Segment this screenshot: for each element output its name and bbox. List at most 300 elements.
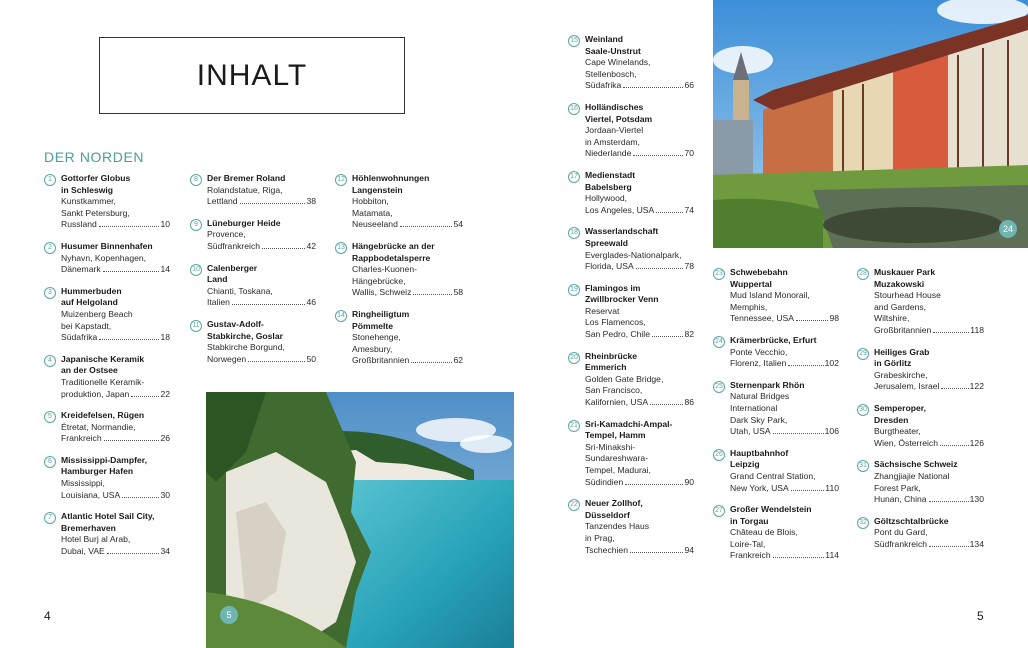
entry-last-line <box>874 438 984 450</box>
entry-location: Großbritannien <box>874 324 932 335</box>
entry-title: Düsseldorf <box>585 509 630 520</box>
entry-body <box>207 218 316 253</box>
dot-leader <box>625 484 683 485</box>
entry-number-badge: 29 <box>857 348 869 360</box>
entry-location: Grabeskirche, <box>874 369 928 380</box>
entry-body <box>585 283 694 341</box>
entry-location: Traditionelle Keramik- <box>61 376 145 387</box>
entry-title: Sri-Kamadchi-Ampal- <box>585 418 673 429</box>
dot-leader <box>248 361 305 362</box>
entry-last-line <box>585 477 694 489</box>
entry-title: Leipzig <box>730 459 760 470</box>
toc-entry[interactable] <box>713 448 839 494</box>
entry-body <box>585 226 694 272</box>
entry-body <box>207 319 316 365</box>
page-number-right: 5 <box>977 609 984 623</box>
entry-title: Rappbodetalsperre <box>352 252 431 263</box>
entry-number-badge: 20 <box>568 352 580 364</box>
dot-leader <box>400 226 453 227</box>
entry-last-line <box>730 358 839 370</box>
entry-last-line <box>730 313 839 325</box>
entry-location: Wiltshire, <box>874 313 910 324</box>
entry-page-number: 46 <box>306 297 316 308</box>
entry-title: Hamburger Hafen <box>61 466 134 477</box>
entry-location: Zhangjiajie National <box>874 470 950 481</box>
entry-location: Stellenbosch, <box>585 68 637 79</box>
entry-location: Italien <box>207 297 230 308</box>
entry-title: Wuppertal <box>730 278 772 289</box>
entry-page-number: 34 <box>160 546 170 557</box>
entry-page-number: 98 <box>829 313 839 324</box>
entry-number-badge: 4 <box>44 355 56 367</box>
entry-body <box>585 498 694 556</box>
entry-last-line <box>585 205 694 217</box>
entry-title: Viertel, Potsdam <box>585 113 653 124</box>
dot-leader <box>262 248 305 249</box>
entry-location: New York, USA <box>730 482 789 493</box>
entry-location: Louisiana, USA <box>61 489 121 500</box>
entry-body <box>61 354 170 400</box>
entry-location: Hobbiton, <box>352 196 389 207</box>
title-box <box>99 37 405 114</box>
entry-location: Florida, USA <box>585 261 634 272</box>
toc-entry[interactable] <box>713 335 839 370</box>
entry-location: Los Flamencos, <box>585 317 646 328</box>
entry-body <box>61 455 170 501</box>
toc-entry[interactable] <box>190 218 316 253</box>
entry-last-line <box>61 219 170 231</box>
entry-location: Los Angeles, USA <box>585 204 655 215</box>
toc-entry[interactable] <box>44 241 170 276</box>
entry-title: Weinland <box>585 34 624 44</box>
entry-location: Hotel Burj al Arab, <box>61 534 131 545</box>
entry-page-number: 10 <box>160 219 170 230</box>
dot-leader <box>650 404 683 405</box>
entry-number-badge: 3 <box>44 287 56 299</box>
entry-location: Hollywood, <box>585 193 628 204</box>
entry-body <box>585 351 694 409</box>
toc-entry[interactable] <box>857 459 984 505</box>
entry-title: in Torgau <box>730 515 769 526</box>
dot-leader <box>107 553 160 554</box>
entry-title: Wasserlandschaft <box>585 226 659 237</box>
entry-page-number: 38 <box>306 196 316 207</box>
dot-leader <box>796 320 828 321</box>
entry-last-line <box>874 325 984 337</box>
entry-title: Krämerbrücke, Erfurt <box>730 334 817 345</box>
toc-column-3 <box>335 173 463 377</box>
toc-entry[interactable] <box>568 34 694 92</box>
entry-last-line <box>61 389 170 401</box>
entry-body <box>207 263 316 309</box>
entry-number-badge: 30 <box>857 404 869 416</box>
entry-title: Lüneburger Heide <box>207 217 281 228</box>
entry-title: Zwillbrocker Venn <box>585 294 659 305</box>
entry-location: Hunan, China <box>874 494 927 505</box>
dot-leader <box>122 497 159 498</box>
entry-body <box>207 173 316 208</box>
toc-entry[interactable] <box>713 504 839 562</box>
entry-location: in Prag, <box>585 532 615 543</box>
entry-title: Bremerhaven <box>61 522 116 533</box>
entry-location: Tempel, Madurai, <box>585 465 651 475</box>
entry-body <box>352 309 463 367</box>
entry-location: Südfrankreich <box>207 240 261 251</box>
entry-location: Wallis, Schweiz <box>352 287 412 298</box>
entry-number-badge: 19 <box>568 284 580 296</box>
entry-last-line <box>874 539 984 551</box>
entry-location: Étretat, Normandie, <box>61 421 136 432</box>
entry-page-number: 66 <box>684 80 694 91</box>
toc-entry[interactable] <box>44 173 170 231</box>
entry-number-badge: 5 <box>44 411 56 423</box>
entry-last-line <box>585 545 694 557</box>
entry-page-number: 90 <box>684 476 694 487</box>
entry-title: Atlantic Hotel Sail City, <box>61 511 155 522</box>
entry-page-number: 70 <box>684 148 694 159</box>
toc-column-1 <box>44 173 170 568</box>
entry-location: Sankt Petersburg, <box>61 207 130 218</box>
entry-location: Kalifornien, USA <box>585 397 649 408</box>
entry-title: auf Helgoland <box>61 297 118 308</box>
toc-entry[interactable] <box>857 347 984 393</box>
entry-number-badge: 15 <box>568 35 580 47</box>
entry-location: Wien, Österreich <box>874 437 938 448</box>
entry-location: Frankreich <box>730 550 771 561</box>
toc-entry[interactable] <box>857 516 984 551</box>
entry-title: Neuer Zollhof, <box>585 498 643 509</box>
entry-title: Höhlenwohnungen <box>352 173 430 183</box>
entry-location: bei Kapstadt, <box>61 320 112 331</box>
entry-number-badge: 13 <box>335 242 347 254</box>
entry-number-badge: 1 <box>44 174 56 186</box>
entry-body <box>730 504 839 562</box>
entry-title: Japanische Keramik <box>61 353 145 364</box>
entry-last-line <box>207 241 316 253</box>
entry-title: Dresden <box>874 414 909 425</box>
entry-title: Land <box>207 274 228 285</box>
entry-location: Château de Blois, <box>730 527 798 538</box>
entry-number-badge: 2 <box>44 242 56 254</box>
entry-location: Jordaan-Viertel <box>585 125 644 136</box>
entry-page-number: 114 <box>825 550 839 561</box>
entry-page-number: 54 <box>453 219 463 230</box>
entry-location: Niederlande <box>585 148 632 159</box>
toc-entry[interactable] <box>568 226 694 272</box>
entry-title: Pömmelte <box>352 320 394 331</box>
entry-location: Russland <box>61 219 97 230</box>
entry-title: an der Ostsee <box>61 365 118 376</box>
entry-title: Mississippi-Dampfer, <box>61 454 147 465</box>
dot-leader <box>933 332 969 333</box>
dot-leader <box>413 294 452 295</box>
entry-body <box>585 419 694 489</box>
entry-number-badge: 11 <box>190 320 202 332</box>
entry-page-number: 126 <box>969 437 984 448</box>
toc-column-6 <box>857 267 984 560</box>
entry-number-badge: 8 <box>190 174 202 186</box>
entry-location: Natural Bridges <box>730 391 790 402</box>
entry-location: Everglades-Nationalpark, <box>585 249 682 260</box>
entry-title: Calenberger <box>207 262 258 273</box>
toc-entry[interactable] <box>335 241 463 299</box>
entry-page-number: 94 <box>684 544 694 555</box>
entry-number-badge: 24 <box>713 336 725 348</box>
entry-location: Südafrika <box>585 80 622 91</box>
entry-body <box>730 267 839 325</box>
entry-location: Sundareshwara- <box>585 453 649 464</box>
entry-page-number: 122 <box>969 381 984 392</box>
entry-page-number: 42 <box>306 240 316 251</box>
toc-entry[interactable] <box>44 455 170 501</box>
entry-page-number: 134 <box>969 538 984 549</box>
entry-title: Holländisches <box>585 101 644 112</box>
entry-title: Spreewald <box>585 237 628 248</box>
entry-title: Muzakowski <box>874 278 925 289</box>
entry-title: Rheinbrücke <box>585 350 638 361</box>
entry-page-number: 102 <box>824 358 839 369</box>
entry-page-number: 14 <box>160 264 170 275</box>
entry-last-line <box>730 483 839 495</box>
entry-body <box>61 286 170 344</box>
dot-leader <box>99 339 159 340</box>
entry-location: Pont du Gard, <box>874 527 928 538</box>
entry-location: Stourhead House <box>874 290 941 301</box>
entry-location: Tanzendes Haus <box>585 521 650 532</box>
toc-column-4 <box>568 34 694 566</box>
entry-location: in Amsterdam, <box>585 136 640 147</box>
entry-body <box>585 102 694 160</box>
entry-location: Mud Island Monorail, <box>730 290 810 301</box>
entry-last-line <box>207 354 316 366</box>
entry-body <box>874 347 984 393</box>
toc-entry[interactable] <box>713 380 839 438</box>
dot-leader <box>99 226 160 227</box>
entry-title: Sternenpark Rhön <box>730 379 805 390</box>
dot-leader <box>103 271 160 272</box>
entry-last-line <box>585 261 694 273</box>
entry-body <box>585 170 694 216</box>
dot-leader <box>929 501 969 502</box>
entry-title: Der Bremer Roland <box>207 173 286 183</box>
entry-body <box>874 459 984 505</box>
dot-leader <box>773 557 825 558</box>
entry-title: Emmerich <box>585 362 627 373</box>
entry-page-number: 86 <box>684 397 694 408</box>
entry-page-number: 30 <box>160 489 170 500</box>
dot-leader <box>652 336 683 337</box>
toc-entry[interactable] <box>44 354 170 400</box>
toc-entry[interactable] <box>190 263 316 309</box>
entry-last-line <box>61 490 170 502</box>
entry-location: produktion, Japan <box>61 388 130 399</box>
entry-title: in Görlitz <box>874 358 912 369</box>
dot-leader <box>411 362 452 363</box>
entry-body <box>730 448 839 494</box>
entry-title: Hauptbahnhof <box>730 447 789 458</box>
dot-leader <box>630 552 683 553</box>
entry-title: Flamingos im <box>585 282 641 293</box>
entry-location: Dubai, VAE <box>61 546 105 557</box>
entry-body <box>352 173 463 231</box>
entry-location: Stonehenge, <box>352 332 401 343</box>
entry-body <box>352 241 463 299</box>
toc-entry[interactable] <box>568 419 694 489</box>
dot-leader <box>929 546 969 547</box>
entry-page-number: 58 <box>453 287 463 298</box>
toc-entry[interactable] <box>335 309 463 367</box>
entry-title: Husumer Binnenhafen <box>61 240 153 251</box>
toc-entry[interactable] <box>44 511 170 557</box>
toc-entry[interactable] <box>190 173 316 208</box>
entry-page-number: 62 <box>453 355 463 366</box>
entry-location: Memphis, <box>730 301 768 312</box>
entry-body <box>874 267 984 337</box>
entry-number-badge: 16 <box>568 103 580 115</box>
entry-title: in Schleswig <box>61 184 114 195</box>
entry-number-badge: 21 <box>568 420 580 432</box>
entry-location: Mississippi, <box>61 478 105 489</box>
entry-last-line <box>207 297 316 309</box>
entry-body <box>61 511 170 557</box>
entry-last-line <box>61 433 170 445</box>
photo-kraemerbruecke <box>713 0 1028 248</box>
dot-leader <box>940 445 969 446</box>
entry-number-badge: 17 <box>568 171 580 183</box>
entry-last-line <box>61 264 170 276</box>
entry-last-line <box>730 550 839 562</box>
toc-entry[interactable] <box>857 403 984 449</box>
entry-location: Matamata, <box>352 207 393 218</box>
dot-leader <box>633 155 683 156</box>
entry-location: Neuseeland <box>352 219 398 230</box>
entry-number-badge: 6 <box>44 456 56 468</box>
dot-leader <box>623 87 683 88</box>
entry-location: Tennessee, USA <box>730 313 795 324</box>
entry-number-badge: 18 <box>568 227 580 239</box>
entry-last-line <box>61 546 170 558</box>
entry-location: Forest Park, <box>874 482 921 493</box>
entry-number-badge: 23 <box>713 268 725 280</box>
entry-body <box>61 173 170 231</box>
entry-location: Ponte Vecchio, <box>730 346 788 357</box>
dot-leader <box>656 212 683 213</box>
entry-location: San Pedro, Chile <box>585 329 650 340</box>
entry-page-number: 130 <box>969 494 984 505</box>
entry-location: Jerusalem, Israel <box>874 381 940 392</box>
entry-location: Stabkirche Borgund, <box>207 342 285 353</box>
dot-leader <box>104 440 160 441</box>
entry-page-number: 82 <box>684 329 694 340</box>
entry-location: Sri-Minakshi- <box>585 441 636 452</box>
entry-page-number: 74 <box>684 204 694 215</box>
entry-location: Kunstkammer, <box>61 196 116 207</box>
entry-page-number: 18 <box>160 332 170 343</box>
toc-entry[interactable] <box>568 498 694 556</box>
entry-location: Tschechien <box>585 544 628 555</box>
entry-number-badge: 32 <box>857 517 869 529</box>
entry-location: Grand Central Station, <box>730 470 816 481</box>
entry-title: Muskauer Park <box>874 267 936 277</box>
dot-leader <box>232 304 306 305</box>
entry-location: International <box>730 402 778 413</box>
entry-title: Saale-Unstrut <box>585 45 641 56</box>
entry-location: Golden Gate Bridge, <box>585 373 664 384</box>
entry-last-line <box>61 332 170 344</box>
entry-location: Hängebrücke, <box>352 275 406 286</box>
toc-entry[interactable] <box>568 351 694 409</box>
entry-location: Südafrika <box>61 332 98 343</box>
entry-location: Südindien <box>585 476 624 487</box>
dot-leader <box>791 490 825 491</box>
entry-title: Göltzschtalbrücke <box>874 515 949 526</box>
entry-number-badge: 14 <box>335 310 347 322</box>
entry-number-badge: 7 <box>44 512 56 524</box>
entry-last-line <box>585 329 694 341</box>
entry-title: Semperoper, <box>874 402 927 413</box>
entry-page-number: 26 <box>160 433 170 444</box>
toc-entry[interactable] <box>44 286 170 344</box>
toc-entry[interactable] <box>568 102 694 160</box>
entry-last-line <box>874 381 984 393</box>
entry-page-number: 50 <box>306 353 316 364</box>
entry-page-number: 118 <box>970 324 984 335</box>
toc-entry[interactable] <box>713 267 839 325</box>
dot-leader <box>773 433 824 434</box>
entry-location: Charles-Kuonen- <box>352 264 417 275</box>
dot-leader <box>788 365 823 366</box>
dot-leader <box>941 388 968 389</box>
entry-location: Loire-Tal, <box>730 538 766 549</box>
entry-number-badge: 27 <box>713 505 725 517</box>
kraemerbruecke-illustration <box>713 0 1028 248</box>
entry-location: Südfrankreich <box>874 538 928 549</box>
entry-title: Großer Wendelstein <box>730 504 812 515</box>
photo-chalk-cliffs <box>206 392 514 648</box>
toc-entry[interactable] <box>857 267 984 337</box>
dot-leader <box>636 268 684 269</box>
page-number-left: 4 <box>44 609 51 623</box>
toc-column-2 <box>190 173 316 375</box>
photo-number-badge: 5 <box>220 606 238 624</box>
entry-body <box>730 380 839 438</box>
entry-location: Nyhavn, Kopenhagen, <box>61 252 147 263</box>
entry-title: Langenstein <box>352 184 403 195</box>
entry-location: Großbritannien <box>352 355 410 366</box>
entry-location: Utah, USA <box>730 426 771 437</box>
entry-last-line <box>585 80 694 92</box>
entry-last-line <box>585 397 694 409</box>
toc-entry[interactable] <box>568 170 694 216</box>
entry-location: Florenz, Italien <box>730 358 787 369</box>
toc-entry[interactable] <box>335 173 463 231</box>
entry-body <box>585 34 694 92</box>
entry-location: and Gardens, <box>874 301 927 312</box>
entry-body <box>730 335 839 370</box>
entry-title: Schwebebahn <box>730 267 788 277</box>
entry-page-number: 78 <box>684 261 694 272</box>
entry-title: Ringheiligtum <box>352 308 410 319</box>
toc-entry[interactable] <box>190 319 316 365</box>
section-heading: DER NORDEN <box>44 149 145 165</box>
toc-entry[interactable] <box>44 410 170 445</box>
entry-title: Kreidefelsen, Rügen <box>61 410 145 421</box>
entry-page-number: 110 <box>825 482 839 493</box>
entry-last-line <box>207 196 316 208</box>
entry-location: Provence, <box>207 229 246 240</box>
entry-title: Hängebrücke an der <box>352 240 435 251</box>
toc-entry[interactable] <box>568 283 694 341</box>
